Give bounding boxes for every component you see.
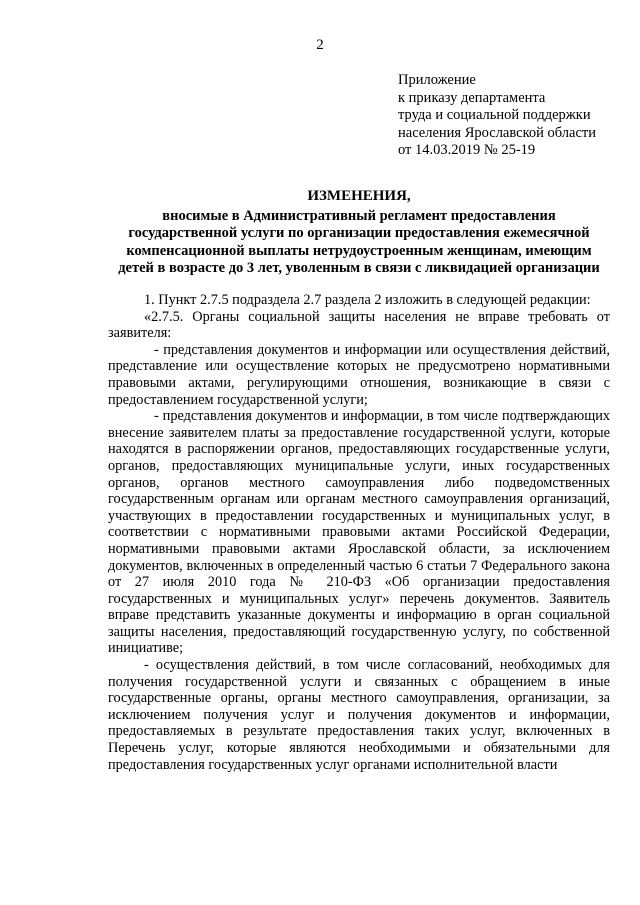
page-number: 2 [316,37,324,53]
title-line: компенсационной выплаты нетрудоустроенным женщинам, имеющим [126,242,592,259]
title-line: государственной услуги по организации предоставления ежемесячной [128,225,590,241]
appendix-line: Приложение [398,72,476,88]
paragraph: - осуществления действий, в том числе согласований, необходимых для получения государственной услуги и связанных с обращением в иные государственные органы, органы местного самоуправления, организации, за исключением получения услуг и получения документов и информации, предоставляемых в результате предоставления таких услуг, включенных в Перечень услуг, которые являются необходимыми и обязательными для предоставления государственных услуг органами исполнительной власти [108,657,610,773]
paragraph: «2.7.5. Органы социальной защиты населения не вправе требовать от заявителя: [108,308,610,342]
paragraph: - представления документов и информации, в том числе подтверждающих внесение заявителем платы за предоставление государственной услуги, которые находятся в распоряжении органов, предоставляющих государственные услуги, органов, предоставляющих муниципальные услуги, иных государственных органов, органов местного самоуправления либо подведомственных государственным органам или органам местного самоуправления организаций, участвующих в предоставлении государственных и муниципальных услуг, в соответствии с нормативными правовыми актами Российской Федерации, нормативными правовыми актами Ярославской области, за исключением документов, включенных в определенный частью 6 статьи 7 Федерального закона от 27 июля 2010 года № 210-ФЗ «Об организации предоставления государственных и муниципальных услуг» перечень документов. Заявитель вправе представить указанные документы и информацию в орган социальной защиты населения, предоставляющий государственную услугу, по собственной инициативе; [108,408,610,657]
paragraph: 1. Пункт 2.7.5 подраздела 2.7 раздела 2 изложить в следующей редакции: [144,292,591,308]
appendix-line: труда и социальной поддержки [398,107,591,123]
title-heading: ИЗМЕНЕНИЯ, [307,188,411,204]
appendix-line: населения Ярославской области [398,124,596,141]
appendix-line: от 14.03.2019 № 25-19 [398,142,536,158]
document-title [108,188,610,278]
document-body [108,292,610,773]
appendix-block [398,72,596,160]
appendix-line: к приказу департамента [398,89,546,106]
title-line: детей в возрасте до 3 лет, уволенным в связи с ликвидацией организации [118,260,600,276]
paragraph: - представления документов и информации или осуществления действий, представление или осуществление которых не предусмотрено нормативными правовыми актами, регулирующими отношения, возникающие в связи с предоставлением государственной услуги; [108,341,610,408]
title-line: вносимые в Административный регламент предоставления [162,207,556,224]
